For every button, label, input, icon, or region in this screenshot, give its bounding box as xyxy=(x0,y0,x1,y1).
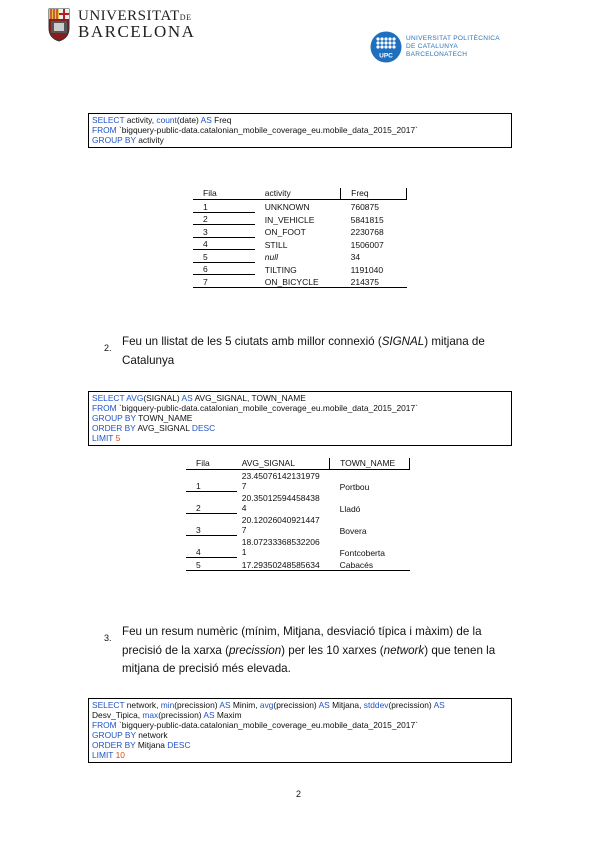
sql-text: (SIGNAL) xyxy=(143,393,182,403)
table-row xyxy=(186,470,410,492)
table-cell: STILL xyxy=(264,239,288,250)
table-header: TOWN_NAME xyxy=(330,458,410,470)
sql-text: (precission) xyxy=(174,700,220,710)
sql-keyword: GROUP BY xyxy=(92,413,136,423)
question-text-part: Catalunya xyxy=(122,353,175,367)
table-row xyxy=(186,492,410,514)
ub-name-small: DE xyxy=(179,13,192,22)
question-text-part: ) per les 10 xarxes ( xyxy=(281,643,384,657)
sql-keyword: ORDER BY xyxy=(92,740,136,750)
ub-shield-logo xyxy=(48,8,70,42)
sql-keyword: LIMIT xyxy=(92,750,114,760)
sql-text: (precission) xyxy=(388,700,434,710)
sql-text: (precission) xyxy=(273,700,319,710)
table-cell: 760875 xyxy=(350,202,379,212)
table-cell xyxy=(237,492,330,514)
sql-query-2 xyxy=(88,391,512,446)
question-text-emphasis: network xyxy=(383,643,425,657)
upc-name-line1: UNIVERSITAT POLITÈCNICA xyxy=(406,35,500,42)
question-text xyxy=(122,333,485,370)
table-cell xyxy=(237,514,330,536)
sql-text: (precission) xyxy=(158,710,204,720)
table-header: AVG_SIGNAL xyxy=(237,458,330,470)
table-cell: 2 xyxy=(186,492,237,514)
upc-name-line2: DE CATALUNYA xyxy=(406,43,458,50)
table-cell: 2230768 xyxy=(350,227,384,237)
table-row xyxy=(193,250,407,263)
sql-keyword: AS xyxy=(181,393,193,403)
upc-logo-initials: UPC xyxy=(379,52,393,60)
question-text-emphasis: precission xyxy=(228,643,282,657)
table-cell xyxy=(237,470,330,492)
sql-keyword: GROUP BY xyxy=(92,730,136,740)
ub-name-line2: BARCELONA xyxy=(78,22,196,41)
table-cell: 3 xyxy=(186,514,237,536)
table-cell: 7 xyxy=(193,275,255,288)
value-part: 23.45076142131979 xyxy=(241,470,320,481)
value-part: 7 xyxy=(241,525,247,535)
table-cell: 1 xyxy=(193,200,255,213)
table-cell: Lladó xyxy=(339,503,361,514)
sql-text: activity, xyxy=(124,115,157,125)
table-cell: ON_BICYCLE xyxy=(255,275,341,288)
question-number: 2. xyxy=(104,343,112,353)
sql-text: network, xyxy=(124,700,161,710)
value-part: 1 xyxy=(241,547,247,557)
table-row xyxy=(186,558,410,571)
sql-text: AVG_SIGNAL xyxy=(135,423,192,433)
value-part: 20.12026040921447 xyxy=(241,514,320,525)
question-text xyxy=(122,623,495,679)
sql-keyword: stddev xyxy=(363,700,389,710)
table-cell: null xyxy=(264,252,278,262)
sql-keyword: FROM xyxy=(92,125,117,135)
sql-text: `bigquery-public-data.catalonian_mobile_coverage_eu.mobile_data_2015_2017` xyxy=(116,403,418,413)
sql-keyword: count xyxy=(156,115,177,125)
upc-name xyxy=(406,35,500,59)
sql-keyword: AS xyxy=(318,700,330,710)
table-cell: Bovera xyxy=(339,525,367,536)
sql-text: Freq xyxy=(211,115,232,125)
table-header: Fila xyxy=(186,458,237,470)
sql-keyword: AS xyxy=(200,115,212,125)
table-row xyxy=(193,237,407,250)
sql-text: `bigquery-public-data.catalonian_mobile_coverage_eu.mobile_data_2015_2017` xyxy=(116,720,418,730)
table-cell: 5 xyxy=(193,250,255,263)
result-table-1 xyxy=(193,188,407,288)
sql-text: Maxim xyxy=(214,710,242,720)
table-cell: Fontcoberta xyxy=(339,547,385,558)
upc-name-line3: BARCELONATECH xyxy=(406,51,468,58)
table-cell: IN_VEHICLE xyxy=(264,214,315,225)
sql-text: Mitjana xyxy=(135,740,168,750)
sql-keyword: AVG xyxy=(124,393,144,403)
sql-keyword: LIMIT xyxy=(92,433,114,443)
result-table-2 xyxy=(186,458,410,571)
sql-keyword: min xyxy=(160,700,175,710)
sql-keyword: AS xyxy=(433,700,445,710)
table-cell xyxy=(237,536,330,558)
value-part: 7 xyxy=(241,481,247,491)
table-row xyxy=(193,275,407,288)
sql-keyword: AS xyxy=(219,700,231,710)
table-cell: 1 xyxy=(186,470,237,492)
sql-text: (date) xyxy=(176,115,201,125)
question-number: 3. xyxy=(104,633,112,643)
sql-text: activity xyxy=(135,135,164,145)
table-cell: 5 xyxy=(186,558,237,571)
sql-keyword: ORDER BY xyxy=(92,423,136,433)
table-cell: 3 xyxy=(193,225,255,238)
table-row xyxy=(186,536,410,558)
sql-text: Mitjana, xyxy=(329,700,364,710)
sql-number: 10 xyxy=(113,750,125,760)
table-row xyxy=(193,200,407,213)
table-cell: ON_FOOT xyxy=(264,227,306,237)
sql-keyword: max xyxy=(142,710,159,720)
sql-keyword: SELECT xyxy=(92,393,125,403)
sql-number: 5 xyxy=(113,433,121,443)
table-cell: TILTING xyxy=(264,264,297,275)
question-text-part: mitjana de precisió més elevada. xyxy=(122,662,291,675)
table-header: Fila xyxy=(193,188,255,200)
sql-text: TOWN_NAME xyxy=(135,413,193,423)
sql-keyword: SELECT xyxy=(92,115,125,125)
question-text-part: Feu un resum numèric (mínim, Mitjana, desviació típica i màxim) de la xyxy=(122,625,482,638)
sql-keyword: FROM xyxy=(92,403,117,413)
sql-text: Desv_Tipica, xyxy=(92,710,143,720)
table-cell: 4 xyxy=(186,536,237,558)
table-row xyxy=(186,514,410,536)
sql-query-3 xyxy=(88,698,512,763)
sql-keyword: avg xyxy=(259,700,274,710)
table-cell: Portbou xyxy=(339,481,370,492)
question-3 xyxy=(104,626,524,684)
upc-logo-icon xyxy=(370,31,402,63)
page-number: 2 xyxy=(296,789,302,799)
table-cell: 6 xyxy=(193,262,255,275)
sql-keyword: FROM xyxy=(92,720,117,730)
table-cell: 1191040 xyxy=(350,264,384,275)
sql-text: `bigquery-public-data.catalonian_mobile_coverage_eu.mobile_data_2015_2017` xyxy=(116,125,418,135)
table-header: activity xyxy=(255,188,341,200)
table-cell: 214375 xyxy=(341,275,407,288)
ub-name-main: UNIVERSITAT xyxy=(78,8,180,24)
table-header: Freq xyxy=(341,188,407,200)
sql-text: Minim, xyxy=(230,700,260,710)
sql-keyword: DESC xyxy=(191,423,216,433)
table-cell: 5841815 xyxy=(350,214,384,225)
table-cell: 2 xyxy=(193,212,255,225)
value-part: 18.07233368532206 xyxy=(241,536,320,547)
question-text-part: ) que tenen la xyxy=(424,643,496,657)
table-row xyxy=(193,212,407,225)
sql-keyword: AS xyxy=(203,710,215,720)
sql-keyword: GROUP BY xyxy=(92,135,136,145)
table-cell: 17.29350248585634 xyxy=(237,558,330,571)
sql-text: AVG_SIGNAL, TOWN_NAME xyxy=(192,393,306,403)
value-part: 20.35012594458438 xyxy=(241,492,320,503)
table-cell: 34 xyxy=(350,252,361,262)
table-cell: 1506007 xyxy=(350,239,384,250)
question-text-part: precisió de la xarxa ( xyxy=(122,643,229,657)
question-text-part: ) mitjana de xyxy=(424,335,485,348)
value-part: 4 xyxy=(241,503,247,513)
question-2 xyxy=(104,336,524,376)
sql-keyword: DESC xyxy=(167,740,191,750)
sql-text: network xyxy=(135,730,168,740)
table-cell: UNKNOWN xyxy=(264,202,310,212)
table-cell: 4 xyxy=(193,237,255,250)
question-text-part: Feu un llistat de les 5 ciutats amb millor connexió ( xyxy=(122,335,382,348)
question-text-emphasis: SIGNAL xyxy=(381,335,425,348)
table-row xyxy=(193,225,407,238)
table-cell: Cabacés xyxy=(330,558,410,571)
sql-query-1 xyxy=(88,113,512,148)
sql-keyword: SELECT xyxy=(92,700,125,710)
table-row xyxy=(193,262,407,275)
